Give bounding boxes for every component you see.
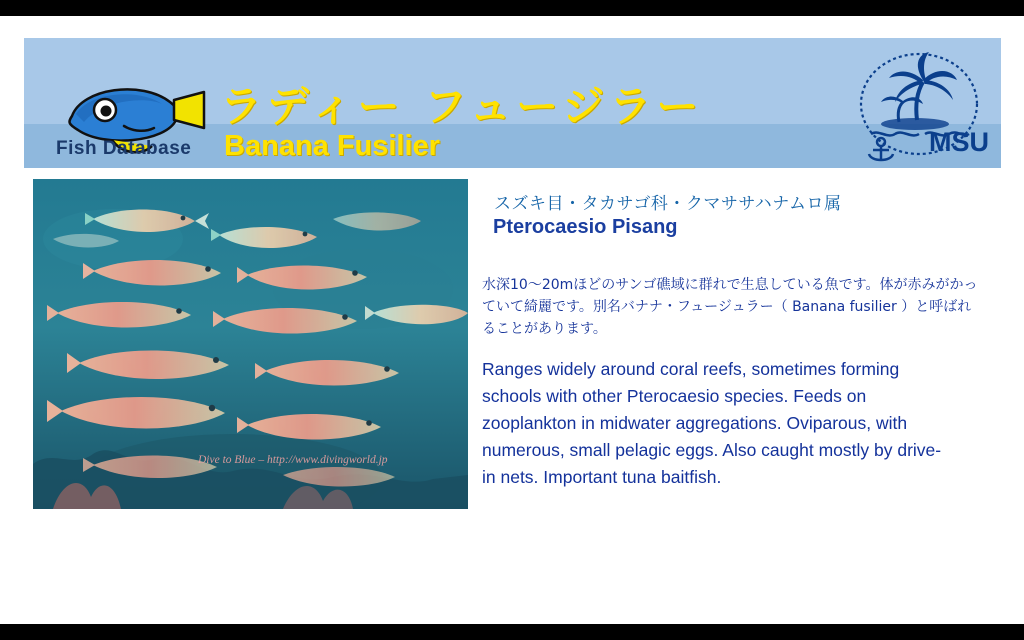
header-banner [24,38,1001,168]
title-japanese: ラディー フュージラー [220,82,704,131]
anchor-icon [869,138,893,160]
msu-label: MSU [929,127,989,157]
title-english: Banana Fusilier [224,130,440,162]
photo-credit: Dive to Blue – http://www.divingworld.jp [198,454,388,466]
description-japanese: 水深10〜20mほどのサンゴ礁域に群れで生息している魚です。体が赤みがかっていて綺麗です。別名バナナ・フュージュラー（ Banana fusilier ）と呼ばれることがあります。 [482,277,978,337]
fish-database-label: Fish Database [56,138,192,159]
letterbox-top [0,0,1024,16]
scientific-name: Pterocaesio Pisang [493,216,678,238]
description-english: Ranges widely around coral reefs, sometimes forming schools with other Pterocaesio species. Feeds on zooplankton in midwater aggregations. Oviparous, with numerous, small pelagic eggs. Also caught mostly by drive-in nets. Important tuna baitfish. [482,359,942,487]
slide [0,16,1024,624]
species-photo [33,179,468,509]
blue-tang-fish-icon [42,70,212,166]
letterbox-bottom [0,624,1024,640]
taxonomy-line: スズキ目・タカサゴ科・クマササハナムロ属 [494,194,842,214]
